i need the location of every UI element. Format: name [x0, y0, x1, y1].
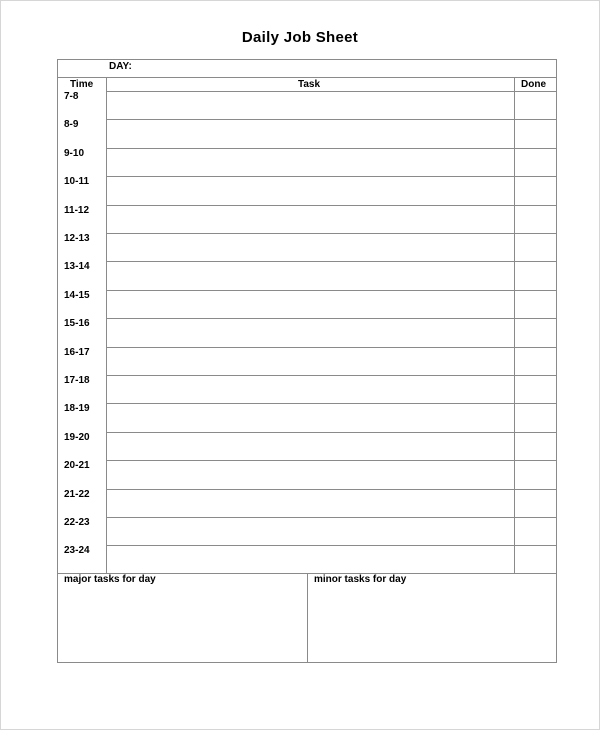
task-cell[interactable]	[107, 176, 514, 204]
minor-tasks-label: minor tasks for day	[314, 574, 407, 585]
table-row	[58, 205, 556, 233]
task-cell[interactable]	[107, 432, 514, 460]
row-divider	[106, 176, 556, 177]
done-cell[interactable]	[515, 148, 556, 176]
row-divider	[106, 91, 556, 92]
day-row	[58, 60, 556, 78]
task-cell[interactable]	[107, 290, 514, 318]
table-row	[58, 460, 556, 488]
table-row	[58, 148, 556, 176]
task-cell[interactable]	[107, 347, 514, 375]
table-row	[58, 517, 556, 545]
table-row	[58, 375, 556, 403]
row-divider	[106, 489, 556, 490]
day-label: DAY:	[109, 61, 132, 72]
time-slot-label: 14-15	[64, 289, 90, 301]
time-slot-label: 21-22	[64, 488, 90, 500]
time-slot-label: 17-18	[64, 375, 90, 386]
done-cell[interactable]	[515, 119, 556, 147]
major-tasks-box[interactable]	[58, 573, 307, 662]
task-cell[interactable]	[107, 119, 514, 147]
header-done: Done	[521, 79, 546, 90]
table-row	[58, 545, 556, 573]
table-row	[58, 233, 556, 261]
page-title: Daily Job Sheet	[241, 29, 359, 46]
done-cell[interactable]	[515, 375, 556, 403]
task-cell[interactable]	[107, 545, 514, 573]
done-cell[interactable]	[515, 517, 556, 545]
header-row	[58, 78, 556, 91]
task-cell[interactable]	[107, 233, 514, 261]
table-row	[58, 261, 556, 289]
header-task: Task	[298, 79, 321, 90]
table-row	[58, 432, 556, 460]
task-cell[interactable]	[107, 489, 514, 517]
time-slot-label: 16-17	[64, 346, 90, 358]
table-row	[58, 290, 556, 318]
major-tasks-label: major tasks for day	[64, 574, 156, 585]
row-divider	[106, 261, 556, 262]
table-row	[58, 176, 556, 204]
time-slot-label: 18-19	[64, 403, 90, 415]
done-cell[interactable]	[515, 318, 556, 346]
task-cell[interactable]	[107, 148, 514, 176]
task-cell[interactable]	[107, 261, 514, 289]
row-divider	[106, 403, 556, 404]
task-cell[interactable]	[107, 91, 514, 119]
row-divider	[106, 545, 556, 546]
time-slot-label: 20-21	[64, 460, 90, 472]
time-slot-label: 7-8	[64, 91, 79, 102]
time-slot-label: 15-16	[64, 318, 90, 330]
table-row	[58, 318, 556, 346]
task-cell[interactable]	[107, 318, 514, 346]
done-cell[interactable]	[515, 290, 556, 318]
done-cell[interactable]	[515, 432, 556, 460]
task-cell[interactable]	[107, 460, 514, 488]
table-row	[58, 91, 556, 119]
done-cell[interactable]	[515, 176, 556, 204]
job-sheet-table	[57, 59, 557, 663]
time-slot-label: 8-9	[64, 119, 79, 131]
row-divider	[106, 318, 556, 319]
task-cell[interactable]	[107, 375, 514, 403]
time-slot-label: 13-14	[64, 261, 90, 273]
time-slot-label: 22-23	[64, 517, 90, 528]
time-slot-label: 11-12	[64, 204, 90, 216]
minor-tasks-box[interactable]	[308, 573, 556, 662]
row-divider	[106, 148, 556, 149]
done-cell[interactable]	[515, 205, 556, 233]
header-time: Time	[70, 79, 94, 90]
row-divider	[106, 375, 556, 376]
done-cell[interactable]	[515, 233, 556, 261]
time-slot-label: 12-13	[64, 233, 90, 244]
time-slot-label: 9-10	[64, 147, 85, 159]
row-divider	[106, 347, 556, 348]
table-row	[58, 119, 556, 147]
done-cell[interactable]	[515, 347, 556, 375]
done-cell[interactable]	[515, 403, 556, 431]
row-divider	[106, 517, 556, 518]
row-divider	[106, 460, 556, 461]
table-row	[58, 347, 556, 375]
row-divider	[106, 205, 556, 206]
table-row	[58, 489, 556, 517]
done-cell[interactable]	[515, 91, 556, 119]
done-cell[interactable]	[515, 545, 556, 573]
time-slot-label: 23-24	[64, 545, 90, 557]
done-cell[interactable]	[515, 261, 556, 289]
row-divider	[106, 432, 556, 433]
time-slot-label: 10-11	[64, 176, 90, 188]
task-cell[interactable]	[107, 517, 514, 545]
table-row	[58, 403, 556, 431]
time-slot-label: 19-20	[64, 431, 90, 443]
task-cell[interactable]	[107, 403, 514, 431]
row-divider	[106, 233, 556, 234]
done-cell[interactable]	[515, 460, 556, 488]
done-cell[interactable]	[515, 489, 556, 517]
task-cell[interactable]	[107, 205, 514, 233]
row-divider	[106, 290, 556, 291]
row-divider	[106, 119, 556, 120]
